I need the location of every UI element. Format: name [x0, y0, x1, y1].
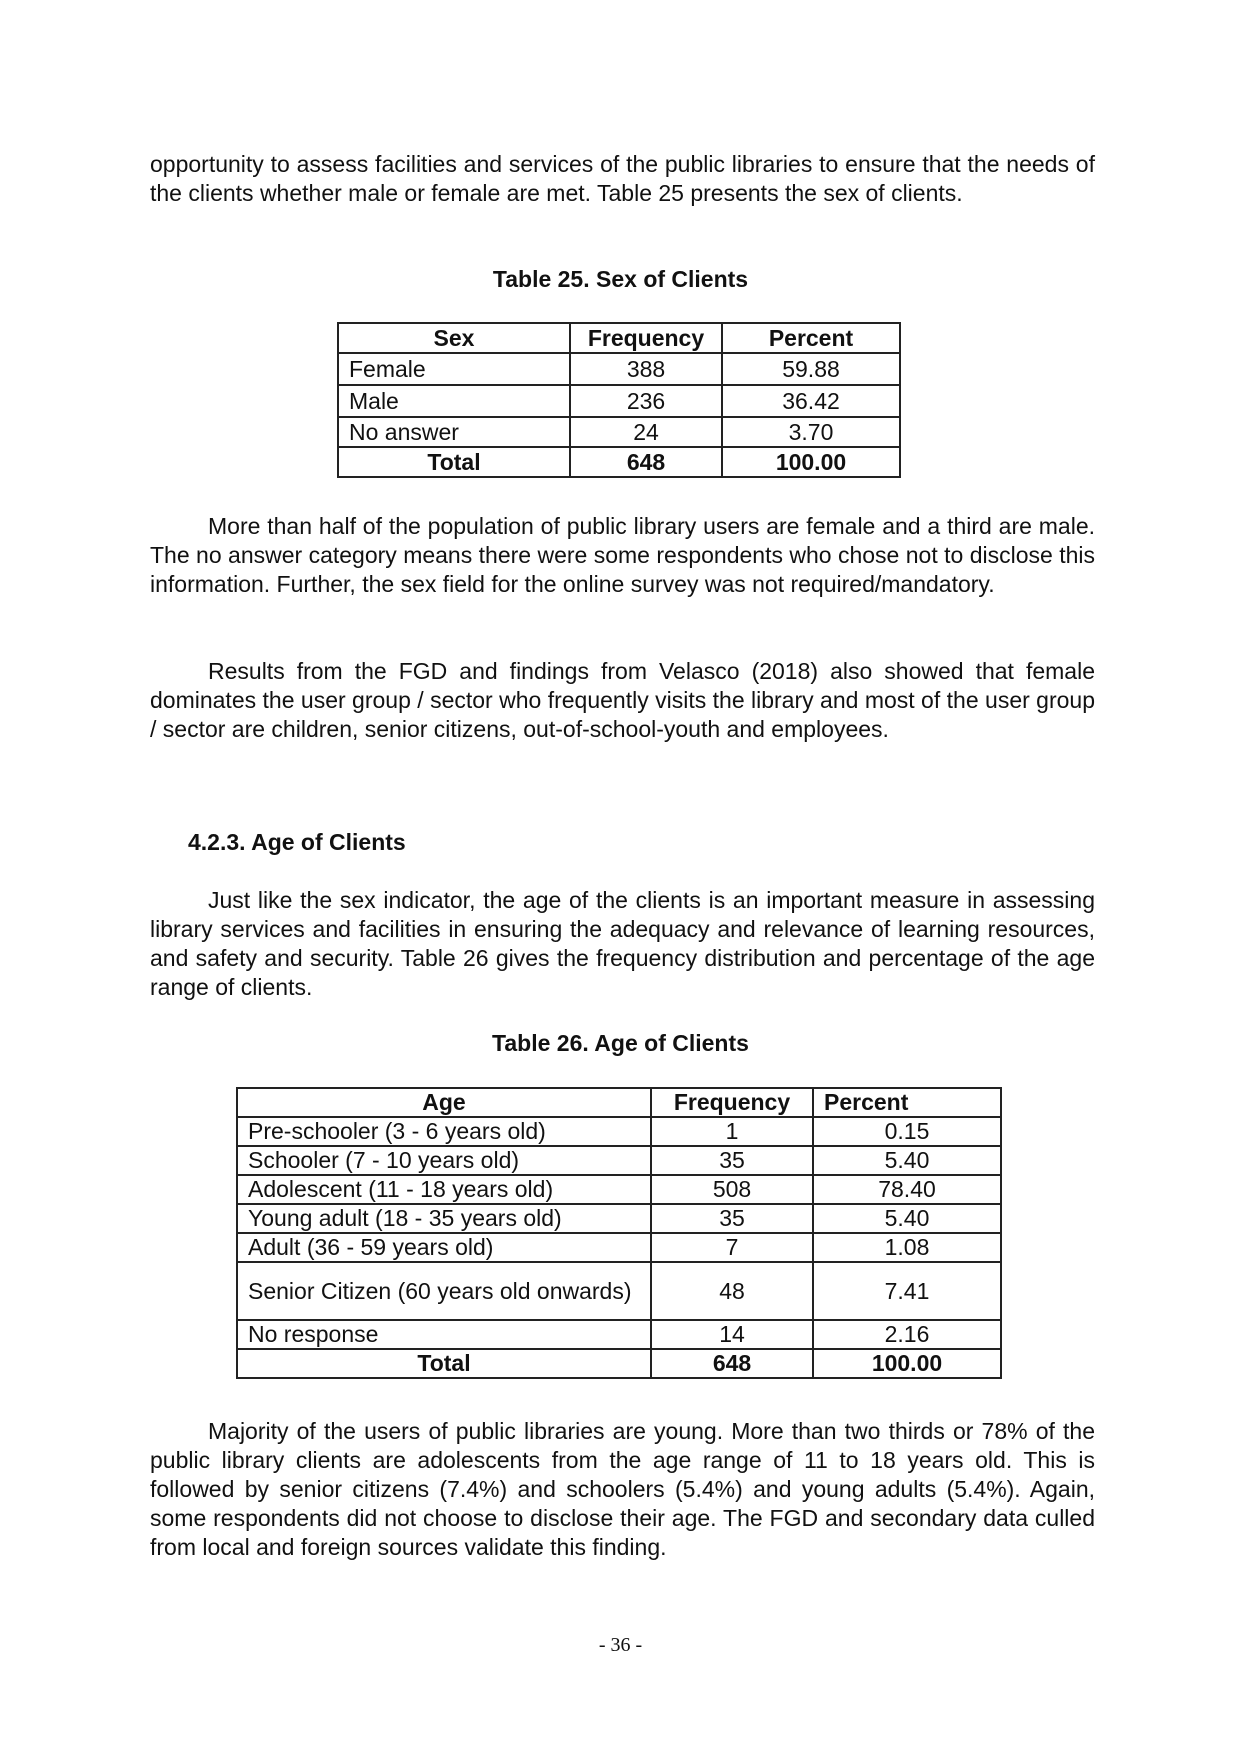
table-row — [338, 385, 900, 417]
table-row — [237, 1262, 1001, 1320]
table-total-row — [338, 447, 900, 477]
header-percent: Percent — [722, 323, 900, 353]
cell-percent: 5.40 — [813, 1204, 1001, 1233]
cell-frequency: 35 — [651, 1146, 813, 1175]
cell-sex: No answer — [338, 417, 570, 447]
cell-age: Adult (36 - 59 years old) — [237, 1233, 651, 1262]
table-26-caption: Table 26. Age of Clients — [492, 1030, 749, 1056]
cell-frequency: 1 — [651, 1117, 813, 1146]
section-heading: 4.2.3. Age of Clients — [188, 829, 406, 855]
table-25-caption: Table 25. Sex of Clients — [492, 266, 749, 292]
paragraph-age-intro: Just like the sex indicator, the age of the clients is an important measure in assessing library services and facilities in ensuring the adequacy and relevance of learning resources, and safety and security. Table 26 gives the frequency distribution and percentage of the age range of clients. — [150, 887, 1095, 1000]
cell-total-percent: 100.00 — [722, 447, 900, 477]
paragraph-fgd-results: Results from the FGD and findings from Velasco (2018) also showed that female dominates the user group / sector who frequently visits the library and most of the user group / sector are children, senior citizens, out-of-school-youth and employees. — [150, 658, 1095, 742]
cell-frequency: 35 — [651, 1204, 813, 1233]
header-frequency: Frequency — [570, 323, 722, 353]
table-total-row — [237, 1349, 1001, 1378]
cell-percent: 5.40 — [813, 1146, 1001, 1175]
cell-frequency: 48 — [651, 1262, 813, 1320]
cell-percent: 59.88 — [722, 353, 900, 385]
paragraph-sex-findings: More than half of the population of public library users are female and a third are male. The no answer category means there were some respondents who chose not to disclose this information. Further, the sex field for the online survey was not required/mandatory. — [150, 513, 1095, 597]
cell-total-label: Total — [338, 447, 570, 477]
table-row — [237, 1204, 1001, 1233]
cell-total-frequency: 648 — [651, 1349, 813, 1378]
cell-age: No response — [237, 1320, 651, 1349]
paragraph-intro: opportunity to assess facilities and services of the public libraries to ensure that the needs of the clients whether male or female are met. Table 25 presents the sex of clients. — [150, 151, 1095, 206]
cell-percent: 0.15 — [813, 1117, 1001, 1146]
cell-percent: 3.70 — [722, 417, 900, 447]
cell-frequency: 14 — [651, 1320, 813, 1349]
cell-sex: Female — [338, 353, 570, 385]
cell-age: Senior Citizen (60 years old onwards) — [237, 1262, 651, 1320]
cell-total-frequency: 648 — [570, 447, 722, 477]
cell-percent: 7.41 — [813, 1262, 1001, 1320]
table-row — [237, 1175, 1001, 1204]
cell-frequency: 236 — [570, 385, 722, 417]
table-row — [237, 1146, 1001, 1175]
cell-percent: 2.16 — [813, 1320, 1001, 1349]
header-sex: Sex — [338, 323, 570, 353]
cell-frequency: 24 — [570, 417, 722, 447]
table-row — [237, 1233, 1001, 1262]
cell-frequency: 388 — [570, 353, 722, 385]
table-row — [237, 1117, 1001, 1146]
cell-age: Young adult (18 - 35 years old) — [237, 1204, 651, 1233]
cell-percent: 1.08 — [813, 1233, 1001, 1262]
table-row — [338, 353, 900, 385]
table-header-row — [338, 323, 900, 353]
header-frequency: Frequency — [651, 1088, 813, 1117]
cell-age: Adolescent (11 - 18 years old) — [237, 1175, 651, 1204]
header-age: Age — [237, 1088, 651, 1117]
table-row — [237, 1320, 1001, 1349]
header-percent: Percent — [813, 1088, 1001, 1117]
cell-total-label: Total — [237, 1349, 651, 1378]
cell-frequency: 508 — [651, 1175, 813, 1204]
cell-age: Schooler (7 - 10 years old) — [237, 1146, 651, 1175]
table-header-row — [237, 1088, 1001, 1117]
table-26 — [236, 1087, 1002, 1379]
cell-total-percent: 100.00 — [813, 1349, 1001, 1378]
table-25 — [337, 322, 901, 478]
cell-frequency: 7 — [651, 1233, 813, 1262]
cell-percent: 36.42 — [722, 385, 900, 417]
cell-percent: 78.40 — [813, 1175, 1001, 1204]
table-row — [338, 417, 900, 447]
paragraph-age-findings: Majority of the users of public libraries are young. More than two thirds or 78% of the public library clients are adolescents from the age range of 11 to 18 years old. This is followed by senior citizens (7.4%) and schoolers (5.4%) and young adults (5.4%). Again, some respondents did not choose to disclose their age. The FGD and secondary data culled from local and foreign sources validate this finding. — [150, 1418, 1095, 1560]
page-number: - 36 - — [598, 1634, 643, 1656]
cell-sex: Male — [338, 385, 570, 417]
cell-age: Pre-schooler (3 - 6 years old) — [237, 1117, 651, 1146]
